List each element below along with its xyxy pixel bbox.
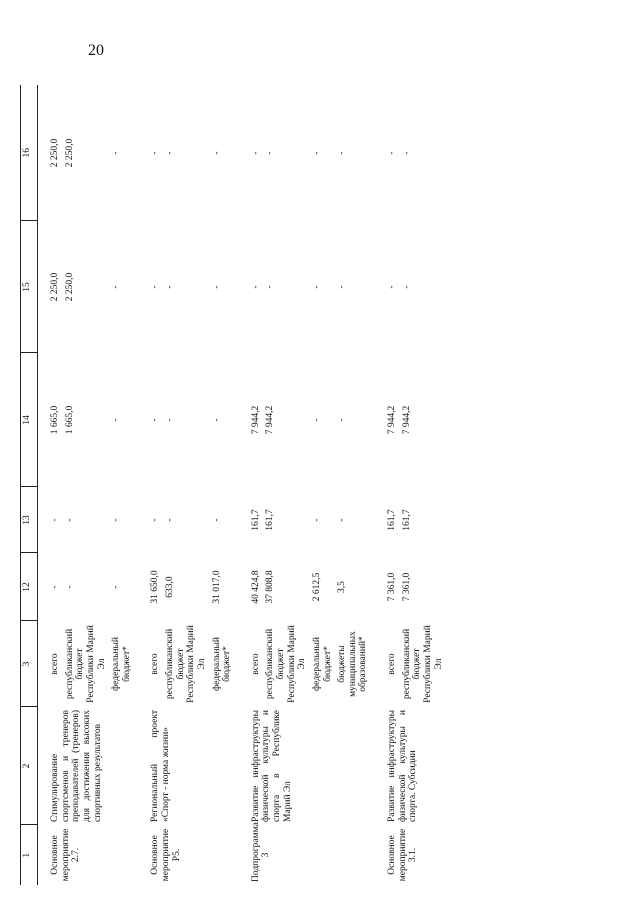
col-header: 12 (21, 553, 38, 621)
funding-source: федеральный бюджет* (211, 637, 233, 691)
value-cell: - (311, 518, 322, 522)
value-cell: 37 808,8 (265, 570, 276, 604)
value-cell: 31 017,0 (211, 570, 222, 604)
funding-source: бюджеты муниципальных образований* (337, 631, 369, 697)
value-cell: 2 250,0 (64, 138, 75, 168)
rotated-page-content (20, 85, 472, 885)
value-cell: 2 250,0 (64, 272, 75, 302)
funding-source: федеральный бюджет* (311, 637, 333, 691)
value-cell: 161,7 (387, 509, 397, 531)
funding-source: всего (250, 653, 261, 675)
row-name: Основное мероприятие 3.1. (387, 828, 419, 882)
value-cell: 40 424,8 (250, 570, 261, 604)
value-cell: - (337, 418, 348, 422)
value-cell: - (150, 151, 161, 155)
table-row (249, 85, 264, 885)
value-cell: - (311, 151, 322, 155)
value-cell: - (387, 285, 397, 289)
value-cell: 1 665,0 (64, 405, 75, 435)
value-cell: 7 361,0 (387, 572, 397, 602)
value-cell: 161,7 (265, 509, 276, 531)
value-cell: - (401, 151, 412, 155)
value-cell: - (64, 585, 75, 589)
value-cell: - (387, 151, 397, 155)
value-cell: - (111, 518, 122, 522)
value-cell: - (165, 518, 175, 522)
value-cell: - (50, 585, 60, 589)
value-cell: - (401, 285, 412, 289)
value-cell: - (50, 518, 60, 522)
value-cell: 31 650,0 (150, 570, 161, 604)
value-cell: - (250, 285, 261, 289)
value-cell: - (337, 151, 348, 155)
funding-source: всего (150, 653, 161, 675)
value-cell: 2 612,5 (311, 572, 322, 602)
value-cell: - (111, 285, 122, 289)
col-header: 3 (21, 621, 38, 707)
col-header: 16 (21, 85, 38, 221)
table-row (385, 85, 400, 885)
funding-source: федеральный бюджет* (111, 637, 132, 691)
value-cell: - (165, 285, 175, 289)
funding-source: республиканский бюджет Республики Марий Эл (265, 625, 308, 703)
value-cell: - (337, 518, 348, 522)
row-name: Подпрограмма 3 (250, 822, 272, 882)
funding-source: республиканский бюджет Республики Марий Эл (165, 625, 207, 703)
value-cell: 161,7 (250, 509, 261, 531)
value-cell: - (211, 285, 222, 289)
value-cell: 633,0 (165, 576, 175, 598)
value-cell: - (250, 151, 261, 155)
funding-source: республиканский бюджет Республики Марий Эл (64, 625, 107, 703)
value-cell: - (111, 585, 122, 589)
funding-source: всего (387, 653, 397, 675)
value-cell: - (211, 518, 222, 522)
budget-table (20, 85, 446, 885)
col-header: 13 (21, 487, 38, 553)
value-cell: - (150, 285, 161, 289)
value-cell: 7 944,2 (401, 405, 412, 435)
value-cell: - (111, 418, 122, 422)
col-header: 15 (21, 221, 38, 353)
table-row (148, 85, 163, 885)
value-cell: - (165, 151, 175, 155)
value-cell: 7 944,2 (387, 405, 397, 435)
value-cell: - (337, 285, 348, 289)
row-name: Основное мероприятие 2.7. (50, 828, 82, 882)
col-header: 2 (21, 707, 38, 825)
funding-source: республиканский бюджет Республики Марий Эл (401, 625, 444, 703)
page-number: 20 (88, 42, 104, 59)
funding-source: всего (50, 653, 60, 675)
table-row (48, 85, 63, 885)
value-cell: - (311, 285, 322, 289)
row-title: Развитие инфраструктуры физической культуры и спорта в Республике Марий Эл (250, 710, 293, 822)
value-cell: - (165, 418, 175, 422)
value-cell: - (311, 418, 322, 422)
value-cell: 2 250,0 (50, 138, 60, 168)
value-cell: 2 250,0 (50, 272, 60, 302)
value-cell: - (150, 418, 161, 422)
value-cell: 7 944,2 (250, 405, 261, 435)
value-cell: - (265, 285, 276, 289)
value-cell: 3,5 (337, 581, 348, 593)
row-title: Стимулирование спортсменов и тренеров преподавателей (тренеров) для достижения высоких спортивных результатов (50, 710, 103, 822)
value-cell: 7 944,2 (265, 405, 276, 435)
header-row (21, 85, 38, 885)
col-header: 1 (21, 825, 38, 885)
row-title: Развитие инфраструктуры физической культуры и спорта. Субсидии (387, 710, 419, 822)
value-cell: - (265, 151, 276, 155)
col-header: 14 (21, 353, 38, 487)
row-name: Основное мероприятие Р5. (150, 828, 182, 882)
value-cell: - (111, 151, 122, 155)
value-cell: 1 665,0 (50, 405, 60, 435)
value-cell: - (150, 518, 161, 522)
value-cell: - (211, 151, 222, 155)
value-cell: 7 361,0 (401, 572, 412, 602)
row-title: Региональный проект «Спорт - норма жизни» (150, 710, 171, 822)
value-cell: - (211, 418, 222, 422)
value-cell: 161,7 (401, 509, 412, 531)
value-cell: - (64, 518, 75, 522)
